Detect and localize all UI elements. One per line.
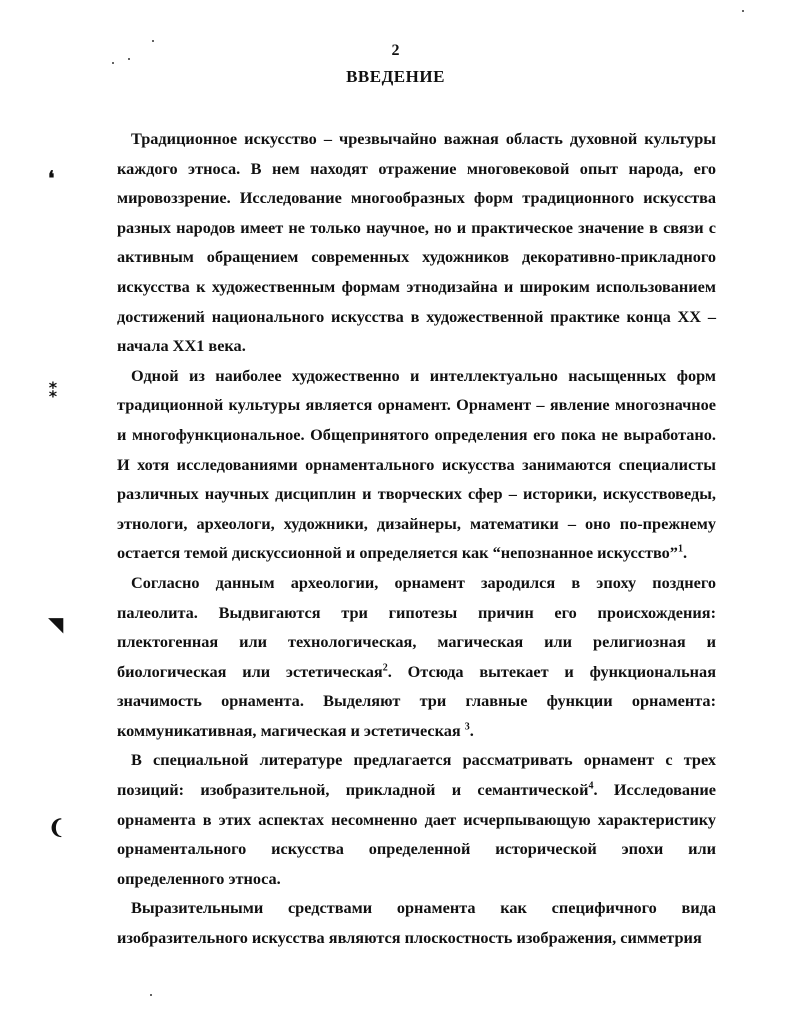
footnote-ref[interactable]: 1 [677,543,683,555]
footnote-ref[interactable]: 2 [382,662,388,674]
footnote-ref[interactable]: 3 [464,721,470,733]
scan-speck [112,62,114,64]
page-title: ВВЕДЕНИЕ [346,67,445,86]
scan-artifact: ⁑ [48,380,59,402]
footnote-ref[interactable]: 4 [588,780,594,792]
scan-artifact: ◥ [48,614,64,636]
page-number: 2 [391,42,400,59]
paragraph-1: Традиционное искусство – чрезвычайно важная область духовной культуры каждого этноса. В нем находят отражение многовековой опыт народа, его мировоззрение. Исследование многообразных форм традиционного искусства разных народов имеет не только научное, но и практическое значение в связи с активным обращением современных художников декоративно-прикладного искусства к художественным формам этнодизайна и широким использованием достижений национального искусства в художественной практике конца XX – начала XX1 века. [117,129,716,356]
scan-speck [150,994,152,996]
scan-speck [152,40,154,42]
scan-speck [742,10,744,12]
paragraph-5: Выразительными средствами орнамента как специфичного вида изобразительного искусства являются плоскостность изображения, симметрия [117,898,716,948]
paragraph-3: Согласно данным археологии, орнамент зародился в эпоху позднего палеолита. Выдвигаются три гипотезы причин его происхождения: плектогенная или технологическая, магическая или религиозная и биологическая или эстетическая$^2$. Отсюда вытекает и функциональная значимость орнамента. Выделяют три главные функции орнамента: коммуникативная, магическая и эстетическая $^3$. [117,572,717,740]
scan-artifact: ❨ [48,817,65,839]
body-text [117,124,716,953]
scan-artifact: ❛ [48,168,55,190]
paragraph-2: Одной из наиболее художественно и интеллектуально насыщенных форм традиционной культуры является орнамент. Орнамент – явление многозначное и многофункциональное. Общепринятого определения его пока не выработано. И хотя исследованиями орнаментального искусства занимаются специалисты различных научных дисциплин и творческих сфер – историки, искусствоведы, этнологи, археологи, художники, дизайнеры, математики – оно по-прежнему остается темой дискуссионной и определяется как “непознанное искусство”$^1$. [117,365,716,563]
scan-speck [128,58,130,60]
paragraph-4: В специальной литературе предлагается рассматривать орнамент с трех позиций: изобразительной, прикладной и семантической$^4$. Исследование орнамента в этих аспектах несомненно дает исчерпывающую характеристику орнаментального искусства определенной исторической эпохи или определенного этноса. [117,750,716,888]
